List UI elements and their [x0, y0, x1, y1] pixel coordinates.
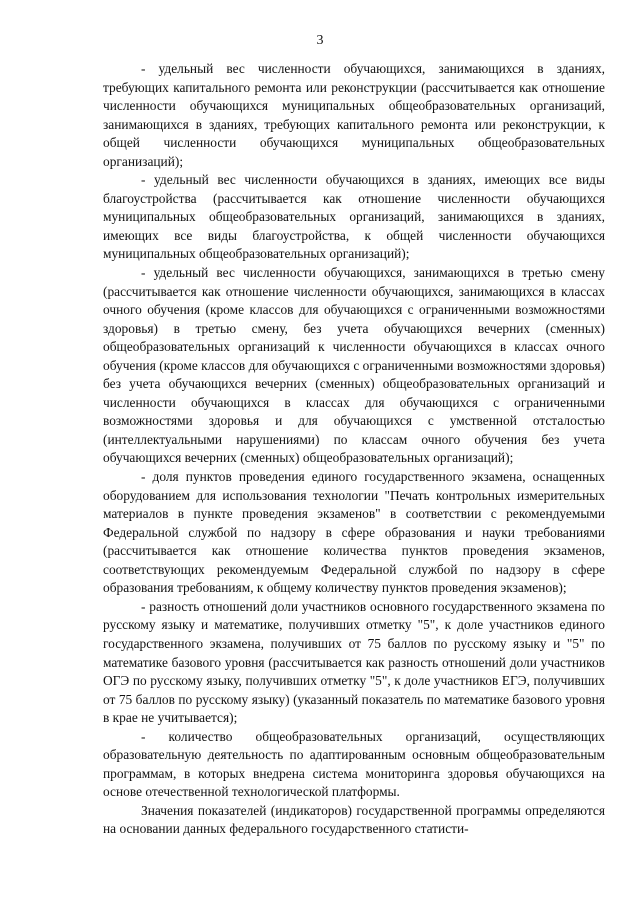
paragraph-exam-results-difference: - разность отношений доли участников основного государственного экзамена по русскому языку и математике, получивших отметку "5", к доле участников единого государственного экзамена, получивших от 75 баллов по русскому языку и "5" по математике базового уровня (рассчитывается как разность отношений доли участников ОГЭ по русскому языку, получивших отметку "5", к доле участников ЕГЭ, получивших от 75 баллов по русскому языку) (указанный показатель по математике базового уровня в крае не учитывается);: [103, 598, 605, 726]
paragraph-students-capital-repair: - удельный вес численности обучающихся, занимающихся в зданиях, требующих капитального ремонта или реконструкции (рассчитывается как отношение численности обучающихся муниципальных общеобразовательных организаций, занимающихся в зданиях, требующих капитального ремонта или реконструкции, к общей численности обучающихся муниципальных общеобразовательных организаций);: [103, 61, 605, 169]
document-body: [103, 60, 605, 839]
paragraph-exam-points-equipment: - доля пунктов проведения единого государственного экзамена, оснащенных оборудованием для использования технологии "Печать контрольных измерительных материалов в пункте проведения экзаменов" в соответствии с рекомендуемыми Федеральной службой по надзору в сфере образования и науки требованиями (рассчитывается как отношение количества пунктов проведения экзаменов, соответствующих рекомендуемым Федеральной службой по надзору в сфере образования требованиям, к общему количеству пунктов проведения экзаменов);: [103, 469, 605, 596]
paragraph-students-third-shift: - удельный вес численности обучающихся, занимающихся в третью смену (рассчитывается как отношение численности обучающихся, занимающихся в классах очного обучения (кроме классов для обучающихся с ограниченными возможностями здоровья) в третью смену, без учета обучающихся вечерних (сменных) общеобразовательных организаций к численности обучающихся в классах очного обучения (кроме классов для обучающихся с ограниченными возможностями здоровья) без учета обучающихся вечерних (сменных) общеобразовательных организаций и численности обучающихся в классах для обучающихся с ограниченными возможностями здоровья и для обучающихся с умственной отсталостью (интеллектуальными нарушениями) по классам очного обучения без учета обучающихся вечерних (сменных) общеобразовательных организаций);: [103, 265, 605, 466]
paragraph-indicator-values: Значения показателей (индикаторов) государственной программы определяются на основании данных федерального государственного статисти-: [103, 802, 605, 837]
paragraph-health-monitoring-schools: - количество общеобразовательных организаций, осуществляющих образовательную деятельность по адаптированным основным общеобразовательным программам, в которых внедрена система мониторинга здоровья обучающихся на основе отечественной технологической платформы.: [103, 728, 605, 800]
page-number: 3: [316, 33, 324, 48]
paragraph-students-amenities: - удельный вес численности обучающихся в зданиях, имеющих все виды благоустройства (рассчитывается как отношение численности обучающихся муниципальных общеобразовательных организаций, занимающихся в зданиях, имеющих все виды благоустройства, к общей численности обучающихся муниципальных общеобразовательных организаций);: [103, 172, 605, 262]
